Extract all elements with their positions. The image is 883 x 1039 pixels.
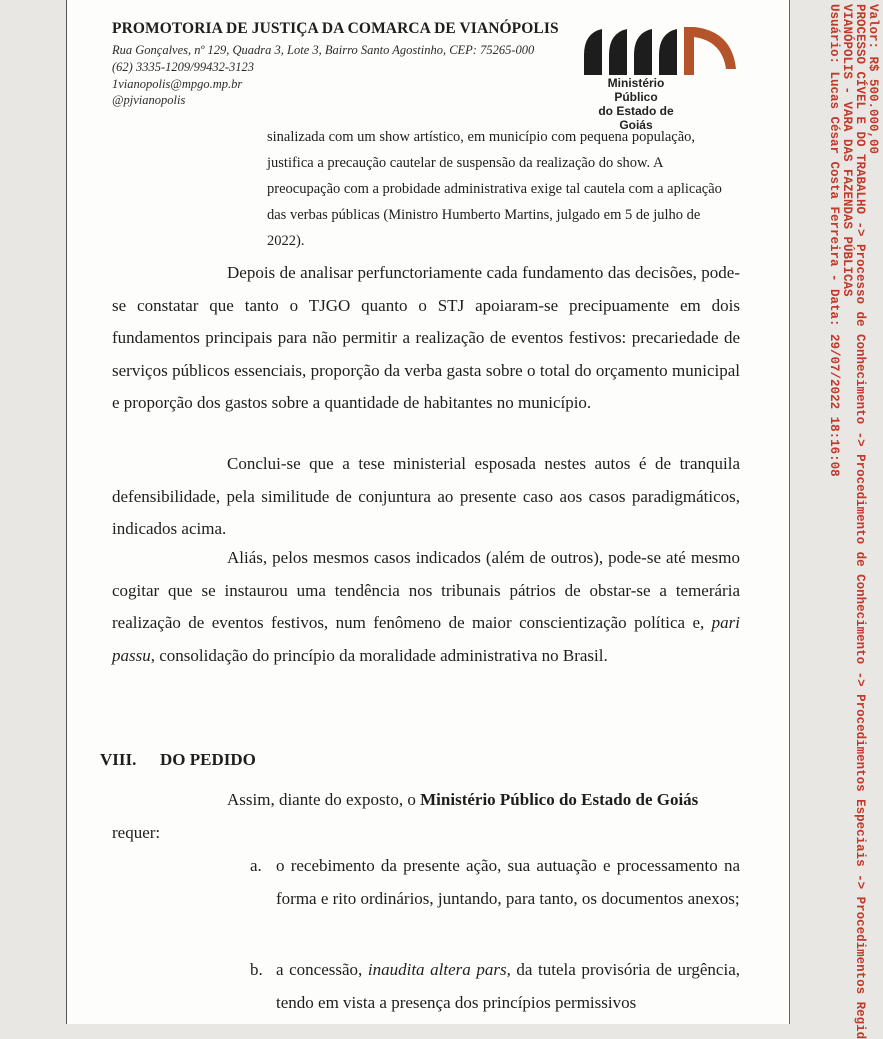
paragraph-2 <box>112 448 740 546</box>
section-heading <box>100 750 256 770</box>
list-item <box>250 850 740 915</box>
quote-block <box>267 124 739 254</box>
header-phone: (62) 3335-1209/99432-3123 <box>112 60 254 74</box>
logo-accent-curve <box>694 27 736 69</box>
stamp-line-4: Usuário: Lucas César Costa Ferreira - Data: 29/07/2022 18:16:08 <box>827 4 841 477</box>
list-item-italic: inaudita altera pars <box>367 960 507 979</box>
mp-goias-logo <box>582 25 742 77</box>
paragraph-3 <box>112 542 740 672</box>
list-item-text <box>276 954 740 1019</box>
stamp-line-2: PROCESSO CÍVEL E DO TRABALHO -> Processo de Conhecimento -> Procedimento de Conhecimento -> Procedimentos Especiais -> Procedimentos Regid <box>853 4 867 1039</box>
request-intro-text-b: requer: <box>112 822 161 842</box>
request-intro <box>112 784 740 849</box>
request-intro-bold: Ministério Público do Estado de Goiás <box>420 790 699 809</box>
list-item-marker: b. <box>250 960 263 979</box>
stamp-line-3: VIANÓPOLIS - VARA DAS FAZENDAS PÚBLICAS <box>840 4 854 297</box>
logo-caption-line2: do Estado de Goiás <box>598 104 674 132</box>
logo-accent-bar <box>684 27 694 75</box>
paragraph-3-text-a: Aliás, pelos mesmos casos indicados (além de outros), pode-se até mesmo cogitar que se instaurou uma tendência nos tribunais pátrios de obstar-se a temerária realização de eventos festivos, num fenômeno de maior conscientização política e, <box>112 548 740 632</box>
logo-arch-1 <box>584 29 602 75</box>
header-address: Rua Gonçalves, nº 129, Quadra 3, Lote 3, Bairro Santo Agostinho, CEP: 75265-000 <box>112 43 535 57</box>
paragraph-3-text-b: , consolidação do princípio da moralidade administrativa no Brasil. <box>150 645 608 665</box>
paragraph-1-text: Depois de analisar perfunctoriamente cada fundamento das decisões, pode-se constatar que tanto o TJGO quanto o STJ apoiaram-se precipuamente em dois fundamentos principais para não permitir a realização de eventos festivos: precariedade de serviços públicos essenciais, proporção da verba gasta sobre o total do orçamento municipal e proporção dos gastos sobre a quantidade de habitantes no município. <box>112 263 740 412</box>
paragraph-1 <box>112 257 740 420</box>
logo-arch-3 <box>634 29 652 75</box>
list-item-text-b: , da tutela provisória de urgência, tendo em vista a presença dos princípios permissivos <box>276 960 740 1012</box>
logo-arch-2 <box>609 29 627 75</box>
list-item-marker: a. <box>250 856 262 875</box>
logo-caption-line1: Ministério Público <box>607 76 665 104</box>
logo-arch-4 <box>659 29 677 75</box>
section-number: VIII. <box>100 750 137 769</box>
list-item <box>250 954 740 1019</box>
section-title: DO PEDIDO <box>160 750 256 769</box>
paragraph-2-text: Conclui-se que a tese ministerial esposada nestes autos é de tranquila defensibilidade, pela similitude de conjuntura ao presente caso aos casos paradigmáticos, indicados acima. <box>112 454 740 538</box>
header-title: PROMOTORIA DE JUSTIÇA DA COMARCA DE VIANÓPOLIS <box>112 20 559 37</box>
quote-line: preocupação com a probidade administrativa exige tal cautela com a aplicação <box>267 181 722 197</box>
list-item-text: o recebimento da presente ação, sua autuação e processamento na forma e rito ordinários, juntando, para tanto, os documentos anexos; <box>276 856 740 908</box>
stamp-line-1: Valor: R$ 500.000,00 <box>866 4 880 155</box>
request-intro-text-a: Assim, diante do exposto, o <box>227 790 421 809</box>
quote-line: das verbas públicas (Ministro Humberto Martins, julgado em 5 de julho de <box>267 207 701 223</box>
paragraph-3-italic: pari passu <box>112 613 740 665</box>
list-item-text-a: a concessão, <box>276 960 368 979</box>
quote-line: sinalizada com um show artístico, em município com pequena população, <box>267 129 696 145</box>
header-email: 1vianopolis@mpgo.mp.br <box>112 77 243 91</box>
quote-line: justifica a precaução cautelar de suspensão da realização do show. A <box>267 155 664 171</box>
quote-line: 2022). <box>267 233 305 249</box>
header-social: @pjvianopolis <box>112 93 186 107</box>
